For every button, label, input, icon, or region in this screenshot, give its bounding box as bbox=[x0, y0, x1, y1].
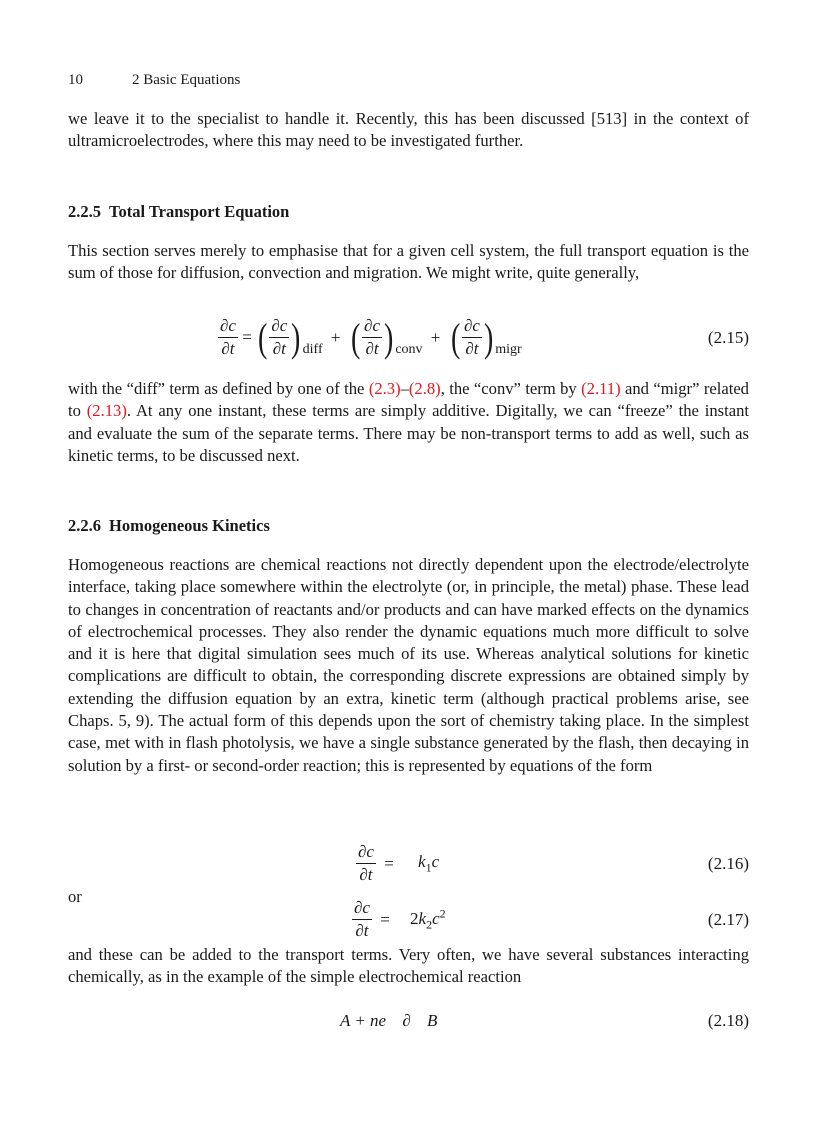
section-title: Total Transport Equation bbox=[109, 202, 290, 221]
paragraph-homogeneous: Homogeneous reactions are chemical reactions not directly dependent upon the electrode/electrolyte interface, taking place somewhere within the electrolyte (or, in principle, the metal) phase. These lead to changes in concentration of reactants and/or products and can have marked effects on the dynamics of electrochemical processes. They also render the dynamic equations much more difficult to solve and it is here that digital simulation sees much of its use. Whereas analytical solutions for kinetic complications are difficult to obtain, the corresponding discrete expressions are obtained simply by extending the diffusion equation by an extra, kinetic term (although practical problems arise, see Chaps. 5, 9). The actual form of this depends upon the sort of chemistry taking place. In the simplest case, met with in flash photolysis, we have a single substance generated by the flash, then decaying in solution by a first- or second-order reaction; this is represented by equations of the form bbox=[68, 555, 749, 775]
section-number: 2.2.6 bbox=[68, 516, 101, 535]
equation-ref-link[interactable]: (2.13) bbox=[86, 401, 127, 421]
equation-number: (2.15) bbox=[707, 328, 749, 347]
running-head bbox=[68, 72, 240, 89]
equation-number: (2.16) bbox=[707, 854, 749, 873]
section-title: Homogeneous Kinetics bbox=[109, 516, 270, 535]
paragraph-total-transport: This section serves merely to emphasise that for a given cell system, the full transport equation is the sum of those for diffusion, convection and migration. We might write, quite generally, bbox=[68, 241, 749, 283]
paragraph-terms: with the “diff” term as defined by one of the (2.3)–(2.8), the “conv” term by (2.11) and “migr” related to (2.13). At any one instant, these terms are simply additive. Digitally, we can “freeze” the instant and evaluate the sum of the separate terms. There may be non-transport terms to add as well, such as kinetic terms, to be discussed next. bbox=[68, 379, 749, 465]
paragraph-transport-terms: and these can be added to the transport terms. Very often, we have several substances interacting chemically, as in the example of the simple electrochemical reaction bbox=[68, 945, 749, 987]
equation-ref-link[interactable]: (2.3) bbox=[368, 379, 401, 398]
chapter-title: 2 Basic Equations bbox=[132, 72, 241, 88]
section-number: 2.2.5 bbox=[68, 202, 101, 221]
page-number: 10 bbox=[68, 72, 83, 88]
subscript-migr: migr bbox=[495, 342, 522, 358]
equation-ref-link[interactable]: (2.11) bbox=[581, 379, 621, 398]
section-heading-2-2-6 bbox=[68, 516, 270, 536]
equation-ref-link[interactable]: (2.8) bbox=[408, 379, 441, 398]
or-text: or bbox=[68, 887, 82, 906]
section-heading-2-2-5 bbox=[68, 202, 289, 222]
subscript-conv: conv bbox=[395, 342, 423, 358]
equation-number: (2.17) bbox=[707, 910, 749, 929]
equation-number: (2.18) bbox=[707, 1011, 749, 1030]
fraction: $\frac{\partial c}{\partial t}$ bbox=[220, 316, 236, 358]
subscript-diff: diff bbox=[302, 342, 323, 358]
paragraph-intro: we leave it to the specialist to handle it. Recently, this has been discussed [513] in the context of ultramicroelectrodes, where this may need to be investigated further. bbox=[68, 109, 749, 151]
